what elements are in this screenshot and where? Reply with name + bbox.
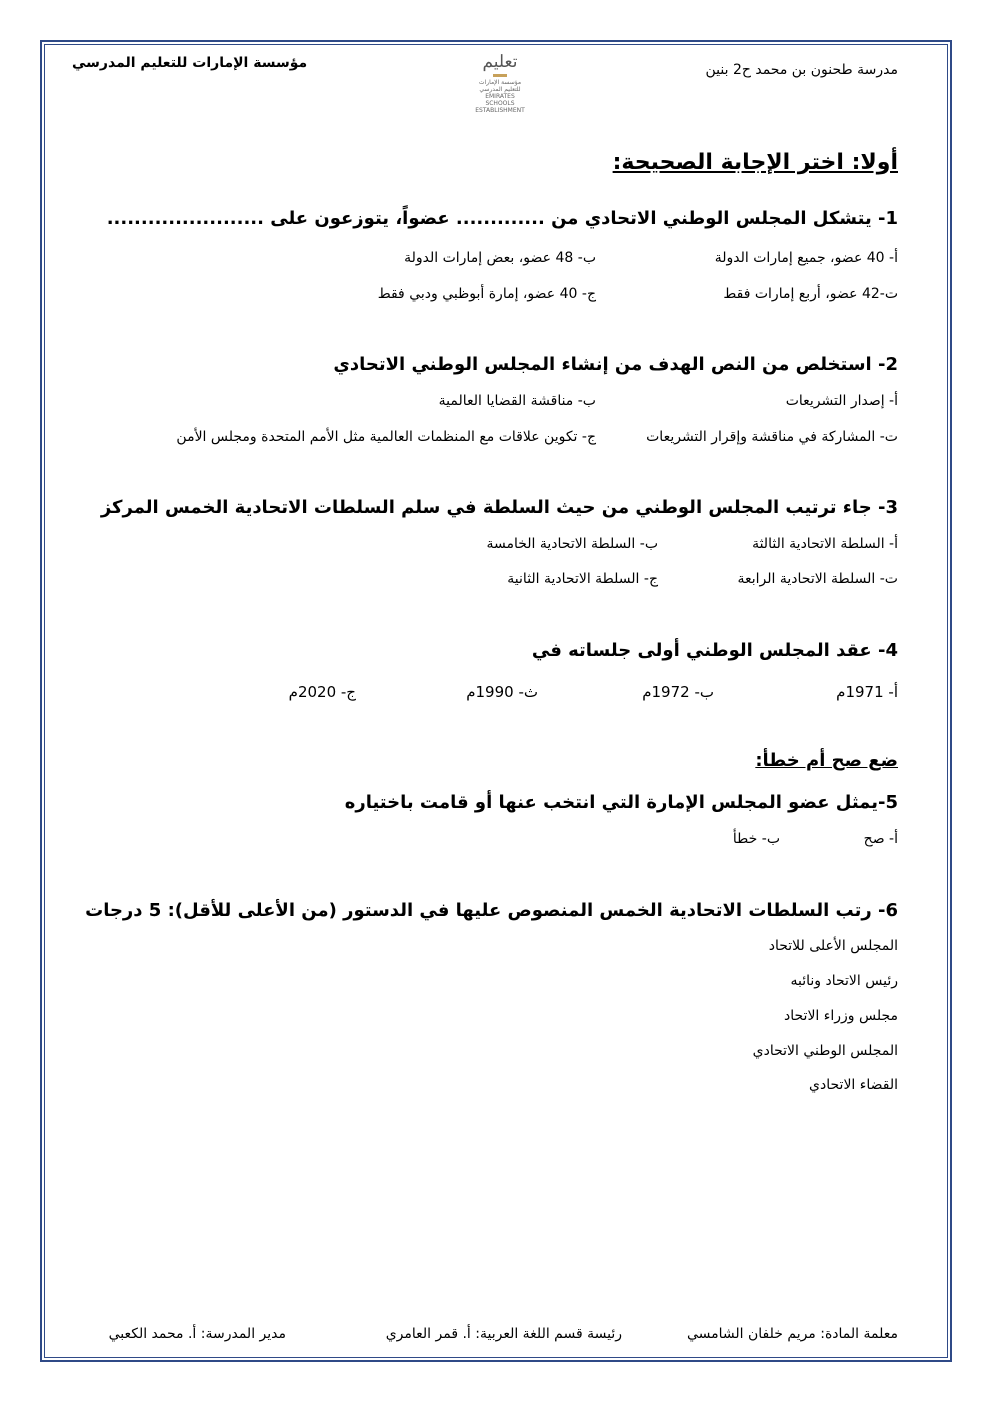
q4-option-th[interactable]: ث- 1990م xyxy=(466,683,538,701)
q3-option-t[interactable]: ت- السلطة الاتحادية الرابعة xyxy=(737,571,898,587)
q2-option-j[interactable]: ج- تكوين علاقات مع المنظمات العالمية مثل الأمم المتحدة ومجلس الأمن xyxy=(176,429,596,445)
q6-item: القضاء الاتحادي xyxy=(809,1077,898,1093)
organization-name: مؤسسة الإمارات للتعليم المدرسي xyxy=(72,55,308,71)
page-border-inner xyxy=(44,44,948,1358)
q4-option-b[interactable]: ب- 1972م xyxy=(642,683,714,701)
q6-item: المجلس الأعلى للاتحاد xyxy=(768,938,898,954)
footer-principal: مدير المدرسة: أ. محمد الكعبي xyxy=(108,1326,286,1342)
q2-option-a[interactable]: أ- إصدار التشريعات xyxy=(785,393,898,409)
q3-option-b[interactable]: ب- السلطة الاتحادية الخامسة xyxy=(486,536,658,552)
q6-item: المجلس الوطني الاتحادي xyxy=(752,1043,898,1059)
question-1: 1- يتشكل المجلس الوطني الاتحادي من ............. عضواً، يتوزعون على ....................... xyxy=(106,208,898,229)
q2-option-b[interactable]: ب- مناقشة القضايا العالمية xyxy=(438,393,596,409)
question-5: 5-يمثل عضو المجلس الإمارة التي انتخب عنها أو قامت باختياره xyxy=(344,792,898,813)
section-title-choose: أولا: اختر الإجابة الصحيحة: xyxy=(612,150,898,175)
q5-option-false[interactable]: ب- خطأ xyxy=(732,831,780,847)
ese-logo: تعليم مؤسسة الإمارات للتعليم المدرسي EMIRATES SCHOOLS ESTABLISHMENT xyxy=(475,52,525,114)
q1-option-b[interactable]: ب- 48 عضو، بعض إمارات الدولة xyxy=(404,250,596,266)
q4-option-a[interactable]: أ- 1971م xyxy=(836,683,898,701)
q4-option-j[interactable]: ج- 2020م xyxy=(288,683,356,701)
footer-teacher: معلمة المادة: مريم خلفان الشامسي xyxy=(686,1326,898,1342)
q1-option-t[interactable]: ت-42 عضو، أربع إمارات فقط xyxy=(723,286,898,302)
q2-option-t[interactable]: ت- المشاركة في مناقشة وإقرار التشريعات xyxy=(646,429,898,445)
q3-option-j[interactable]: ج- السلطة الاتحادية الثانية xyxy=(507,571,658,587)
question-2: 2- استخلص من النص الهدف من إنشاء المجلس الوطني الاتحادي xyxy=(333,354,898,375)
footer-department-head: رئيسة قسم اللغة العربية: أ. قمر العامري xyxy=(385,1326,622,1342)
question-4: 4- عقد المجلس الوطني أولى جلساته في xyxy=(531,640,898,661)
q6-item: رئيس الاتحاد ونائبه xyxy=(790,973,898,989)
q5-option-true[interactable]: أ- صح xyxy=(863,831,898,847)
question-3: 3- جاء ترتيب المجلس الوطني من حيث السلطة في سلم السلطات الاتحادية الخمس المركز xyxy=(100,497,898,518)
q1-option-a[interactable]: أ- 40 عضو، جميع إمارات الدولة xyxy=(714,250,898,266)
q3-option-a[interactable]: أ- السلطة الاتحادية الثالثة xyxy=(752,536,898,552)
school-name: مدرسة طحنون بن محمد ح2 بنين xyxy=(705,62,898,78)
question-6: 6- رتب السلطات الاتحادية الخمس المنصوص عليها في الدستور (من الأعلى للأقل): 5 درجات xyxy=(85,900,898,921)
section-title-true-false: ضع صح أم خطأ: xyxy=(755,750,898,771)
q1-option-j[interactable]: ج- 40 عضو، إمارة أبوظبي ودبي فقط xyxy=(377,286,596,302)
q6-item: مجلس وزراء الاتحاد xyxy=(784,1008,898,1024)
